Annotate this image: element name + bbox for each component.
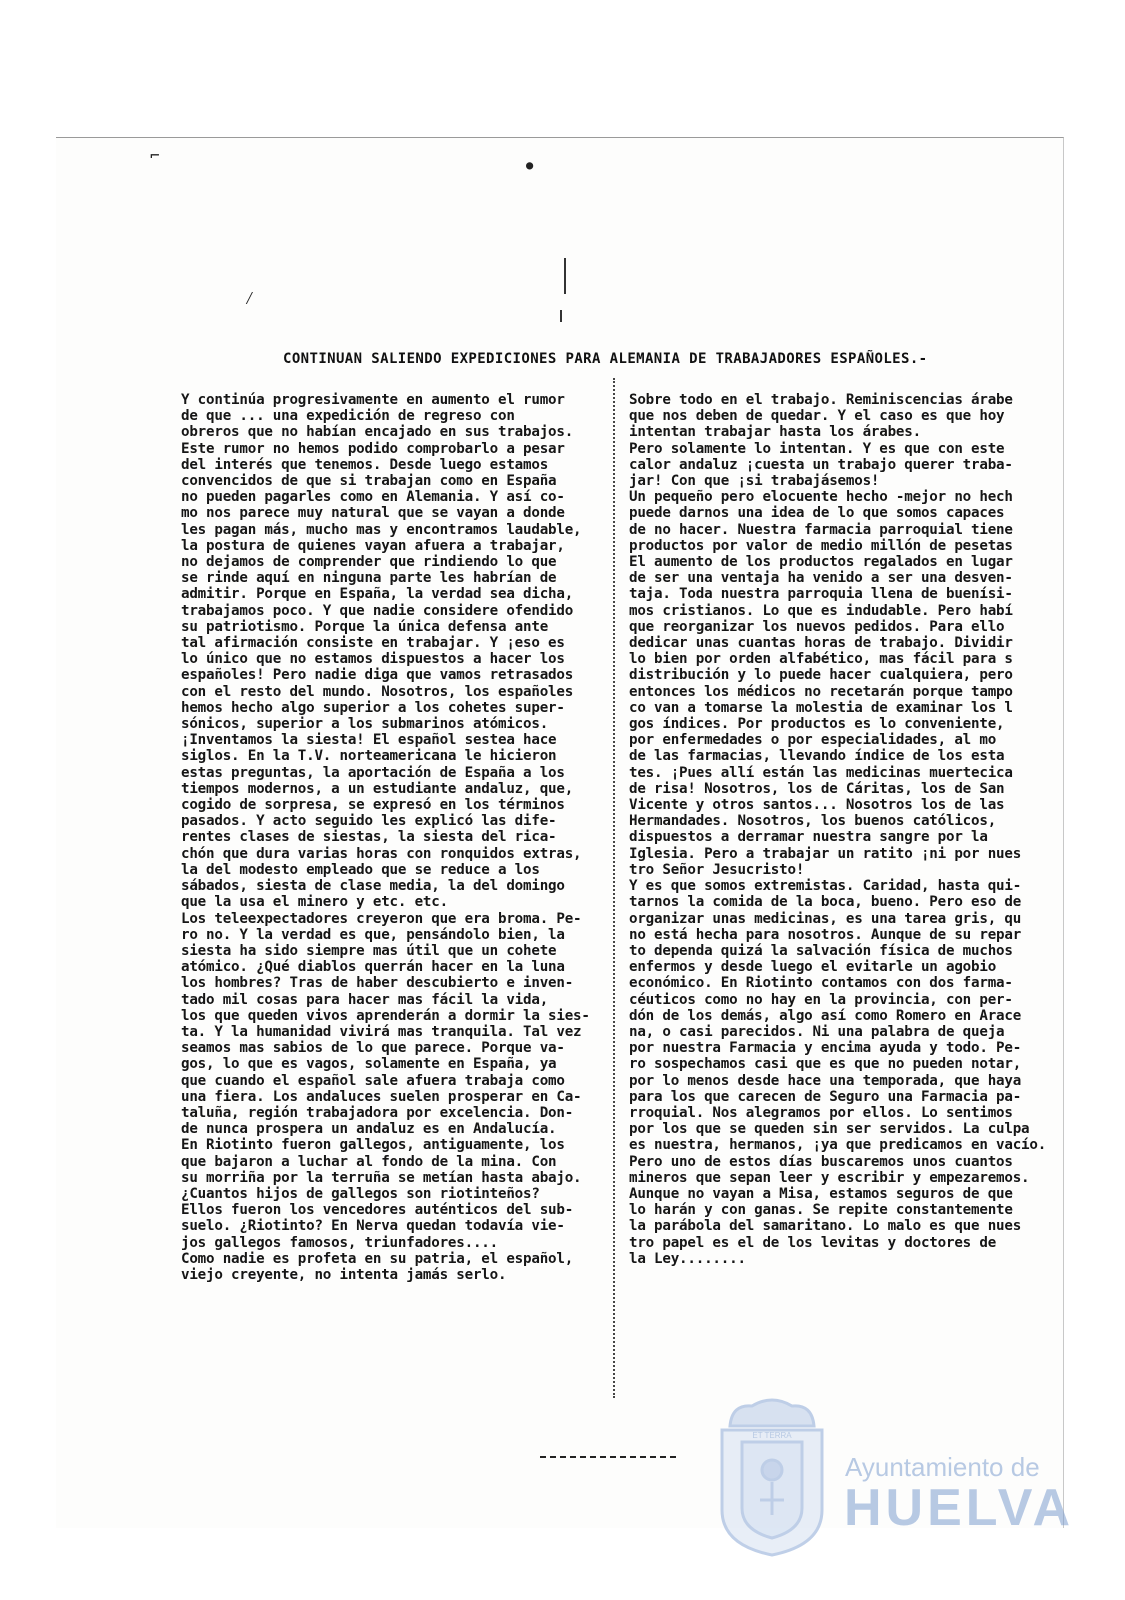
text-line: distribución y lo puede hacer cualquiera, pero — [629, 667, 1013, 684]
end-rule — [540, 1456, 676, 1458]
text-line: dón de los demás, algo así como Romero en Arace — [629, 1007, 1022, 1024]
text-line: tal afirmación consiste en trabajar. Y ¡eso es — [181, 635, 565, 652]
text-line: puede darnos una idea de lo que somos capaces — [629, 505, 1005, 522]
text-line: de las farmacias, llevando índice de los esta — [629, 748, 1005, 765]
text-line: por lo menos desde hace una temporada, que haya — [629, 1072, 1022, 1089]
text-line: co van a tomarse la molestia de examinar los l — [629, 699, 1013, 716]
text-line: Iglesia. Pero a trabajar un ratito ¡ni por nues — [629, 845, 1022, 862]
text-line: que la usa el minero y etc. etc. — [181, 894, 448, 911]
text-line: que reorganizar los nuevos pedidos. Para ello — [629, 618, 1005, 635]
text-line: ta. Y la humanidad vivirá mas tranquila. Tal vez — [181, 1023, 582, 1040]
text-line: Un pequeño pero elocuente hecho -mejor no hech — [629, 489, 1013, 506]
text-line: de que ... una expedición de regreso con — [181, 408, 515, 425]
text-line: Como nadie es profeta en su patria, el español, — [181, 1250, 574, 1267]
text-line: lo bien por orden alfabético, mas fácil para s — [629, 651, 1013, 668]
text-line: ro sospechamos casi que es que no pueden notar, — [629, 1056, 1022, 1073]
shield-icon — [712, 1390, 832, 1560]
text-line: la Ley........ — [629, 1250, 746, 1267]
text-line: Y continúa progresivamente en aumento el rumor — [181, 392, 565, 408]
text-line: que cuando el español sale afuera trabaja como — [181, 1072, 565, 1089]
text-line: del interés que tenemos. Desde luego estamos — [181, 456, 549, 473]
text-line: organizar unas medicinas, es una tarea gris, qu — [629, 910, 1022, 927]
text-line: mineros que sepan leer y escribir y empezaremos. — [629, 1169, 1030, 1186]
text-line: la parábola del samaritano. Lo malo es que nues — [629, 1218, 1022, 1235]
text-line: la postura de quienes vayan afuera a trabajar, — [181, 537, 565, 554]
text-line: dispuestos a derramar nuestra sangre por la — [629, 829, 988, 846]
text-line: sábados, siesta de clase media, la del domingo — [181, 878, 565, 895]
text-line: mos cristianos. Lo que es indudable. Pero habí — [629, 602, 1013, 619]
scratch-mark: ⁄ — [244, 288, 255, 309]
text-line: Los teleexpectadores creyeron que era broma. Pe- — [181, 910, 582, 927]
text-line: una fiera. Los andaluces suelen prosperar en Ca- — [181, 1088, 582, 1105]
text-line: na, o casi parecidos. Ni una palabra de queja — [629, 1023, 1005, 1040]
left-column — [181, 392, 617, 1283]
text-line: por nuestra Farmacia y encima ayuda y todo. Pe- — [629, 1040, 1022, 1057]
text-line: que nos deben de quedar. Y el caso es que hoy — [629, 408, 1005, 425]
text-line: para los que carecen de Seguro una Farmacia pa- — [629, 1088, 1022, 1105]
text-line: tado mil cosas para hacer mas fácil la vida, — [181, 991, 549, 1008]
text-line: su morriña por la terruña se metían hasta abajo. — [181, 1169, 582, 1186]
text-line: Hermandades. Nosotros, los buenos católicos, — [629, 813, 997, 830]
text-line: rentes clases de siestas, la siesta del rica- — [181, 829, 557, 846]
text-line: jar! Con que ¡si trabajásemos! — [629, 473, 880, 490]
dot-mark: ● — [526, 158, 534, 172]
text-line: viejo creyente, no intenta jamás serlo. — [181, 1266, 507, 1283]
text-line: admitir. Porque en España, la verdad sea dicha, — [181, 586, 574, 603]
text-line: no está hecha para nosotros. Aunque de su repar — [629, 926, 1022, 943]
text-line: convencidos de que si trabajan como en España — [181, 473, 557, 490]
text-line: su patriotismo. Porque la única defensa ante — [181, 618, 549, 635]
text-line: los hombres? Tras de haber descubierto e inven- — [181, 975, 574, 992]
text-line: céuticos como no hay en la provincia, con per- — [629, 991, 1013, 1008]
text-line: les pagan más, mucho mas y encontramos laudable, — [181, 521, 582, 538]
text-line: Este rumor no hemos podido comprobarlo a pesar — [181, 440, 565, 457]
watermark-line2: HUELVA — [844, 1479, 1075, 1537]
text-line: no dejamos de comprender que rindiendo lo que — [181, 554, 557, 571]
text-line: con el resto del mundo. Nosotros, los españoles — [181, 683, 574, 700]
text-line: obreros que no habían encajado en sus trabajos. — [181, 424, 574, 441]
text-line: gos índices. Por productos es lo conveniente, — [629, 716, 1005, 733]
text-line: productos por valor de medio millón de pesetas — [629, 537, 1013, 554]
text-line: tro Señor Jesucristo! — [629, 861, 805, 878]
text-line: se rinde aquí en ninguna parte les habrían de — [181, 570, 557, 587]
text-line: españoles! Pero nadie diga que vamos retrasados — [181, 667, 574, 684]
text-line: siglos. En la T.V. norteamericana le hicieron — [181, 748, 557, 765]
text-line: ¿Cuantos hijos de gallegos son riotinteños? — [181, 1185, 540, 1202]
text-line: chón que dura varias horas con ronquidos extras, — [181, 845, 582, 862]
watermark-logo — [712, 1390, 1075, 1560]
tick-mark — [564, 258, 566, 294]
text-line: que bajaron a luchar al fondo de la mina. Con — [181, 1153, 557, 1170]
text-line: jos gallegos famosos, triunfadores.... — [181, 1234, 498, 1251]
text-line: económico. En Riotinto contamos con dos farma- — [629, 975, 1013, 992]
svg-text:ET TERRA: ET TERRA — [752, 1431, 792, 1440]
text-line: estas preguntas, la aportación de España a los — [181, 764, 565, 781]
text-line: siesta ha sido siempre mas útil que un cohete — [181, 942, 557, 959]
text-line: enfermos y desde luego el evitarle un agobio — [629, 959, 997, 976]
text-line: Pero solamente lo intentan. Y es que con este — [629, 440, 1005, 457]
text-line: cogido de sorpresa, se expresó en los términos — [181, 797, 565, 814]
text-line: entonces los médicos no recetarán porque tampo — [629, 683, 1013, 700]
text-line: tro papel es el de los levitas y doctores de — [629, 1234, 997, 1251]
text-line: tarnos la comida de la boca, bueno. Pero eso de — [629, 894, 1022, 911]
text-line: de ser una ventaja ha venido a ser una desven- — [629, 570, 1013, 587]
text-line: seamos mas sabios de lo que parece. Porque va- — [181, 1040, 565, 1057]
text-line: tiempos modernos, a un estudiante andaluz, que, — [181, 780, 574, 797]
text-line: trabajamos poco. Y que nadie considere ofendido — [181, 602, 574, 619]
text-line: Ellos fueron los vencedores auténticos del sub- — [181, 1202, 574, 1219]
text-line: Vicente y otros santos... Nosotros los de las — [629, 797, 1005, 814]
text-line: la del modesto empleado que se reduce a los — [181, 861, 540, 878]
text-line: ro no. Y la verdad es que, pensándolo bien, la — [181, 926, 565, 943]
text-line: rroquial. Nos alegramos por ellos. Lo sentimos — [629, 1104, 1013, 1121]
text-line: to dependa quizá la salvación física de muchos — [629, 942, 1013, 959]
text-line: lo único que no estamos dispuestos a hacer los — [181, 651, 565, 668]
text-line: taja. Toda nuestra parroquia llena de buenísi- — [629, 586, 1013, 603]
text-line: de no hacer. Nuestra farmacia parroquial tiene — [629, 521, 1013, 538]
text-line: calor andaluz ¡cuesta un trabajo querer traba- — [629, 456, 1013, 473]
text-line: pasados. Y acto seguido les explicó las dife- — [181, 813, 557, 830]
text-line: suelo. ¿Riotinto? En Nerva quedan todavía vie- — [181, 1218, 565, 1235]
text-line: lo harán y con ganas. Se repite constantemente — [629, 1202, 1013, 1219]
text-line: es nuestra, hermanos, ¡ya que predicamos en vacío. — [629, 1137, 1047, 1154]
text-line: por enfermedades o por especialidades, al mo — [629, 732, 997, 749]
text-line: dedicar unas cuantas horas de trabajo. Dividir — [629, 635, 1013, 652]
article-title: CONTINUAN SALIENDO EXPEDICIONES PARA ALEMANIA DE TRABAJADORES ESPAÑOLES.- — [283, 351, 928, 367]
text-line: no pueden pagarles como en Alemania. Y así co- — [181, 489, 565, 506]
text-line: por los que se queden sin ser servidos. La culpa — [629, 1121, 1030, 1138]
corner-mark: ⌐ — [150, 146, 160, 165]
text-line: tes. ¡Pues allí están las medicinas muertecica — [629, 764, 1013, 781]
text-line: ¡Inventamos la siesta! El español sestea hace — [181, 732, 557, 749]
text-line: Y es que somos extremistas. Caridad, hasta qui- — [629, 878, 1022, 895]
text-line: En Riotinto fueron gallegos, antiguamente, los — [181, 1137, 565, 1154]
text-line: de risa! Nosotros, los de Cáritas, los de San — [629, 780, 1005, 797]
tick-mark — [560, 310, 562, 322]
text-line: El aumento de los productos regalados en lugar — [629, 554, 1013, 571]
text-line: sónicos, superior a los submarinos atómicos. — [181, 716, 549, 733]
text-line: hemos hecho algo superior a los cohetes super- — [181, 699, 565, 716]
text-line: taluña, región trabajadora por excelencia. Don- — [181, 1104, 574, 1121]
text-line: gos, lo que es vagos, solamente en España, ya — [181, 1056, 557, 1073]
text-line: Pero uno de estos días buscaremos unos cuantos — [629, 1153, 1013, 1170]
text-line: atómico. ¿Qué diablos querrán hacer en la luna — [181, 959, 565, 976]
text-line: Aunque no vayan a Misa, estamos seguros de que — [629, 1185, 1013, 1202]
text-line: mo nos parece muy natural que se vayan a donde — [181, 505, 565, 522]
text-line: intentan trabajar hasta los árabes. — [629, 424, 921, 441]
text-line: los que queden vivos aprenderán a dormir la sies- — [181, 1007, 590, 1024]
watermark-line1: Ayuntamiento de — [845, 1452, 1040, 1482]
right-column — [629, 392, 1061, 1267]
text-line: de nunca prospera un andaluz es en Andalucía. — [181, 1121, 557, 1138]
text-line: Sobre todo en el trabajo. Reminiscencias árabe — [629, 392, 1013, 408]
